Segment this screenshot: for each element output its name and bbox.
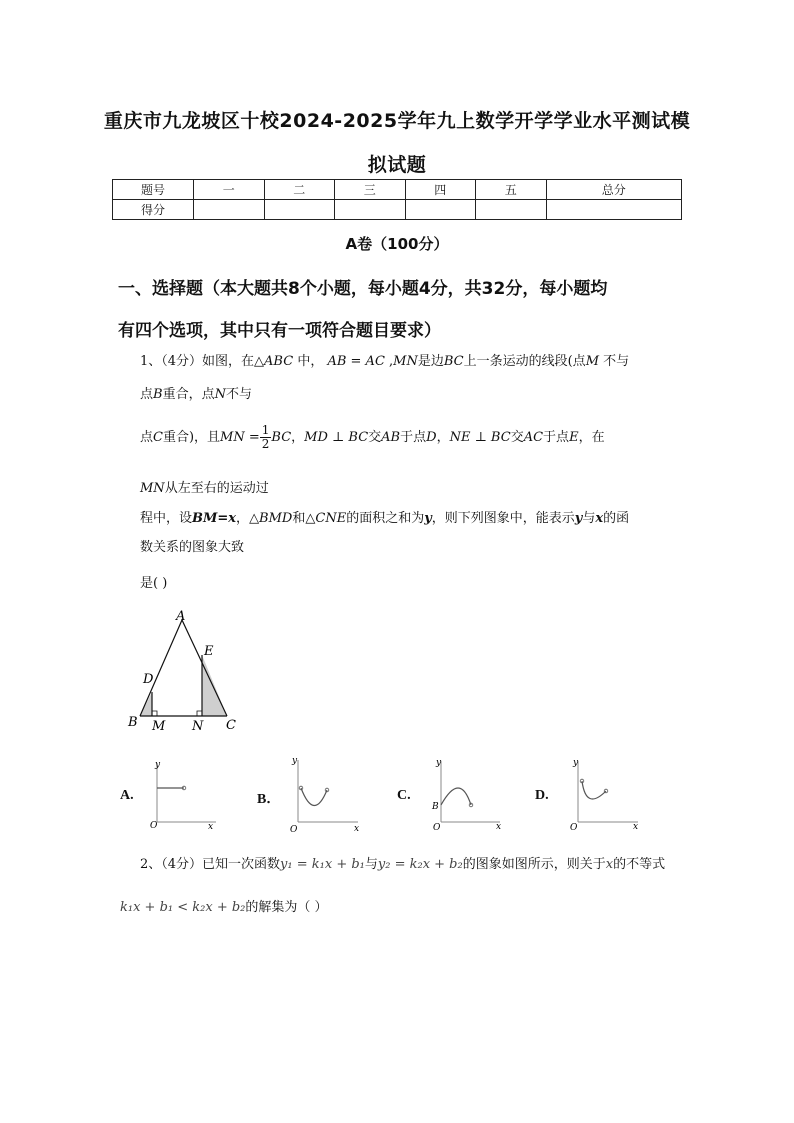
axis-label-origin: O	[433, 823, 441, 833]
q1-text: 不与	[225, 387, 252, 402]
q1-text: 的函	[603, 511, 630, 526]
label-e: E	[204, 644, 214, 659]
math: C	[153, 430, 163, 445]
q1-text: 重合，点	[162, 387, 215, 402]
label-c: C	[226, 718, 236, 733]
table-cell: 得分	[113, 200, 194, 220]
q1-line-4	[140, 479, 269, 499]
option-b-graph[interactable]	[284, 752, 364, 836]
math: △BMD	[249, 511, 293, 526]
axis-label-origin: O	[570, 823, 578, 833]
math: k₁x + b₁ < k₂x + b₂	[120, 900, 246, 915]
q2-text: 与	[364, 857, 378, 872]
math: MN	[393, 354, 418, 369]
math: MD ⊥ BC	[304, 430, 369, 445]
option-c-label[interactable]: C.	[397, 788, 411, 803]
math: y₁ = k₁x + b₁	[280, 857, 365, 872]
q1-text: 于点	[543, 430, 570, 445]
axis-label-y: y	[292, 756, 298, 766]
q1-text: ，则下列图象中，能表示	[431, 511, 575, 526]
q1-line-2	[140, 385, 252, 405]
math: AC	[523, 430, 544, 445]
math: NE ⊥ BC	[449, 430, 511, 445]
page-title: 重庆市九龙坡区十校2024-2025学年九上数学开学学业水平测试模	[103, 110, 691, 132]
axis-label-y: y	[155, 760, 161, 770]
math: x	[605, 857, 614, 872]
score-input-cell[interactable]	[476, 200, 547, 220]
right-angle-mark	[152, 711, 157, 716]
q1-text: 于点	[400, 430, 427, 445]
score-input-cell[interactable]	[194, 200, 265, 220]
q2-text: 2、（4分）已知一次函数	[140, 857, 281, 872]
math: M	[585, 354, 599, 369]
q2-line-1	[140, 855, 665, 875]
q2-line-2	[120, 898, 328, 918]
axis-label-x: x	[208, 822, 214, 832]
axis-label-y: y	[436, 758, 442, 768]
axis-label-origin: O	[150, 821, 158, 831]
math: y	[574, 511, 583, 526]
q1-text: 不与	[599, 354, 630, 369]
q1-text: 1、（4分）如图，在	[140, 354, 255, 369]
option-b-label[interactable]: B．	[257, 792, 281, 807]
q1-line-1	[140, 352, 629, 372]
math: MN =	[220, 430, 260, 445]
q2-text: 的不等式	[613, 857, 666, 872]
option-a-graph[interactable]	[144, 758, 224, 836]
axis-label-origin: O	[290, 825, 298, 835]
label-a: A	[176, 609, 186, 624]
section-a-heading: A卷（100分）	[345, 235, 449, 253]
table-cell: 三	[335, 180, 406, 200]
q1-text: 是边	[417, 354, 444, 369]
q1-text: 中，	[293, 354, 328, 369]
option-d-graph[interactable]	[562, 755, 644, 835]
q1-text: 交	[510, 430, 524, 445]
score-input-cell[interactable]	[264, 200, 335, 220]
label-b: B	[128, 715, 138, 730]
option-d-label[interactable]: D.	[535, 788, 549, 803]
math: AB = AC	[327, 354, 385, 369]
right-angle-mark	[197, 711, 202, 716]
math: MN	[140, 481, 165, 496]
q1-line-6: 数关系的图象大致	[140, 540, 245, 555]
q1-text: 点	[140, 430, 154, 445]
math: y₂ = k₂x + b₂	[377, 857, 463, 872]
axis-label-y: y	[573, 758, 579, 768]
axis-label-x: x	[633, 822, 639, 832]
table-cell: 五	[476, 180, 547, 200]
q1-text: 重合)，且	[162, 430, 221, 445]
score-table	[112, 179, 682, 220]
score-input-cell[interactable]	[335, 200, 406, 220]
q1-text: 上一条运动的线段(点	[463, 354, 586, 369]
triangle-figure	[120, 605, 250, 737]
score-input-cell[interactable]	[405, 200, 476, 220]
label-n: N	[192, 719, 204, 734]
table-cell: 四	[405, 180, 476, 200]
score-table-header-row	[113, 180, 682, 200]
label-d: D	[143, 672, 154, 687]
axis-label-x: x	[354, 824, 360, 834]
table-cell: 总分	[546, 180, 682, 200]
q1-line-7: 是( )	[140, 576, 168, 591]
label-m: M	[152, 719, 166, 734]
q1-text: 的面积之和为	[346, 511, 425, 526]
math: BM=x	[192, 511, 237, 526]
math: B	[153, 387, 163, 402]
math: △CNE	[305, 511, 347, 526]
math: BC	[443, 354, 464, 369]
math: x	[595, 511, 604, 526]
math: N	[214, 387, 226, 402]
math: AB	[381, 430, 401, 445]
fraction	[260, 424, 272, 451]
page-title-cont: 拟试题	[367, 154, 427, 176]
math: D	[426, 430, 437, 445]
table-cell: 一	[194, 180, 265, 200]
q1-line-3: 点C重合)，且MN = $\frac{1}{2}$ BC，MD ⊥ BC交AB于点D，NE ⊥ BC交AC于点E，在	[140, 423, 605, 451]
table-cell: 二	[264, 180, 335, 200]
axis-label-x: x	[496, 822, 502, 832]
math: △ABC	[254, 354, 294, 369]
q1-text: ,	[384, 354, 394, 369]
fraction-numerator: 1	[261, 423, 270, 437]
q1-text: 程中，设	[140, 511, 193, 526]
q1-text: 交	[368, 430, 382, 445]
section-heading-cont: 有四个选项，其中只有一项符合题目要求）	[118, 321, 441, 341]
math: y	[424, 511, 432, 526]
q1-text: 与	[582, 511, 596, 526]
fraction-denominator: 2	[261, 437, 270, 451]
axis-label-b: B	[432, 802, 439, 812]
q1-text: 点	[140, 387, 154, 402]
option-c-graph[interactable]	[424, 755, 506, 835]
math: E	[569, 430, 579, 445]
q1-text: 从左至右的运动过	[164, 481, 269, 496]
math: BC	[271, 430, 292, 445]
q2-text: 的图象如图所示，则关于	[462, 857, 606, 872]
section-heading: 一、选择题（本大题共8个小题，每小题4分，共32分，每小题均	[118, 279, 608, 299]
table-cell: 题号	[113, 180, 194, 200]
q1-text: ，在	[578, 430, 605, 445]
score-input-cell[interactable]	[546, 200, 682, 220]
q1-text: 和	[292, 511, 306, 526]
option-a-label[interactable]: A.	[120, 788, 134, 803]
score-table-score-row	[113, 200, 682, 220]
q1-line-5	[140, 509, 629, 529]
q2-text: 的解集为（ ）	[245, 900, 328, 915]
q1-text: ，	[236, 511, 250, 526]
